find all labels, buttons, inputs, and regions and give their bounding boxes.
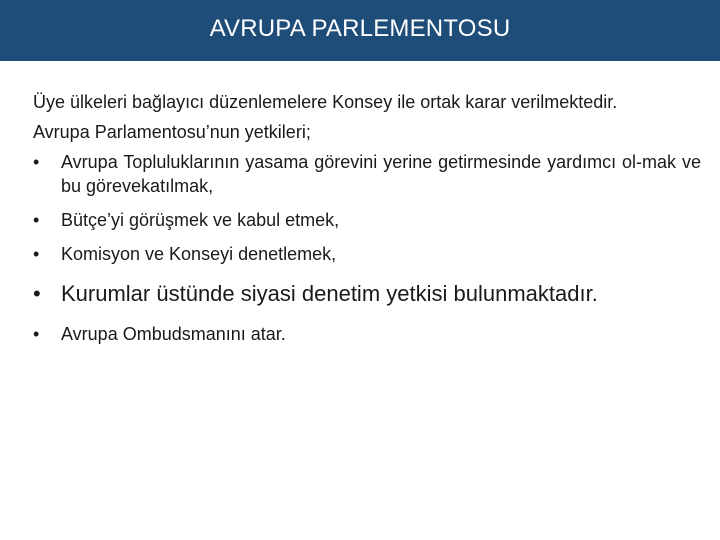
title-bar: [0, 0, 720, 61]
list-item-text: Avrupa Ombudsmanını atar.: [61, 324, 286, 344]
slide-content: [33, 90, 701, 356]
bullet-icon: •: [33, 244, 40, 264]
powers-list: [33, 150, 701, 346]
bullet-icon: •: [33, 281, 41, 306]
slide-title: AVRUPA PARLEMENTOSU: [209, 14, 511, 42]
powers-subheading: Avrupa Parlamentosu’nun yetkileri;: [33, 122, 311, 142]
bullet-icon: •: [33, 152, 40, 172]
intro-paragraph: Üye ülkeleri bağlayıcı düzenlemelere Konsey ile ortak karar verilmektedir.: [33, 92, 618, 112]
bullet-icon: •: [33, 210, 40, 230]
list-item-text: Kurumlar üstünde siyasi denetim yetkisi bulunmaktadır.: [61, 281, 598, 306]
list-item-text: Avrupa Topluluklarının yasama görevini yerine getirmesinde yardımcı ol-mak ve bu görevekatılmak,: [61, 152, 701, 196]
list-item-emphasis: [33, 280, 701, 308]
bullet-icon: •: [33, 324, 40, 344]
list-item: [33, 208, 701, 232]
list-item-text: Bütçe’yi görüşmek ve kabul etmek,: [61, 210, 340, 230]
list-item: [33, 322, 701, 346]
list-item-text: Komisyon ve Konseyi denetlemek,: [61, 244, 337, 264]
list-item: [33, 242, 701, 266]
list-item: [33, 150, 701, 198]
